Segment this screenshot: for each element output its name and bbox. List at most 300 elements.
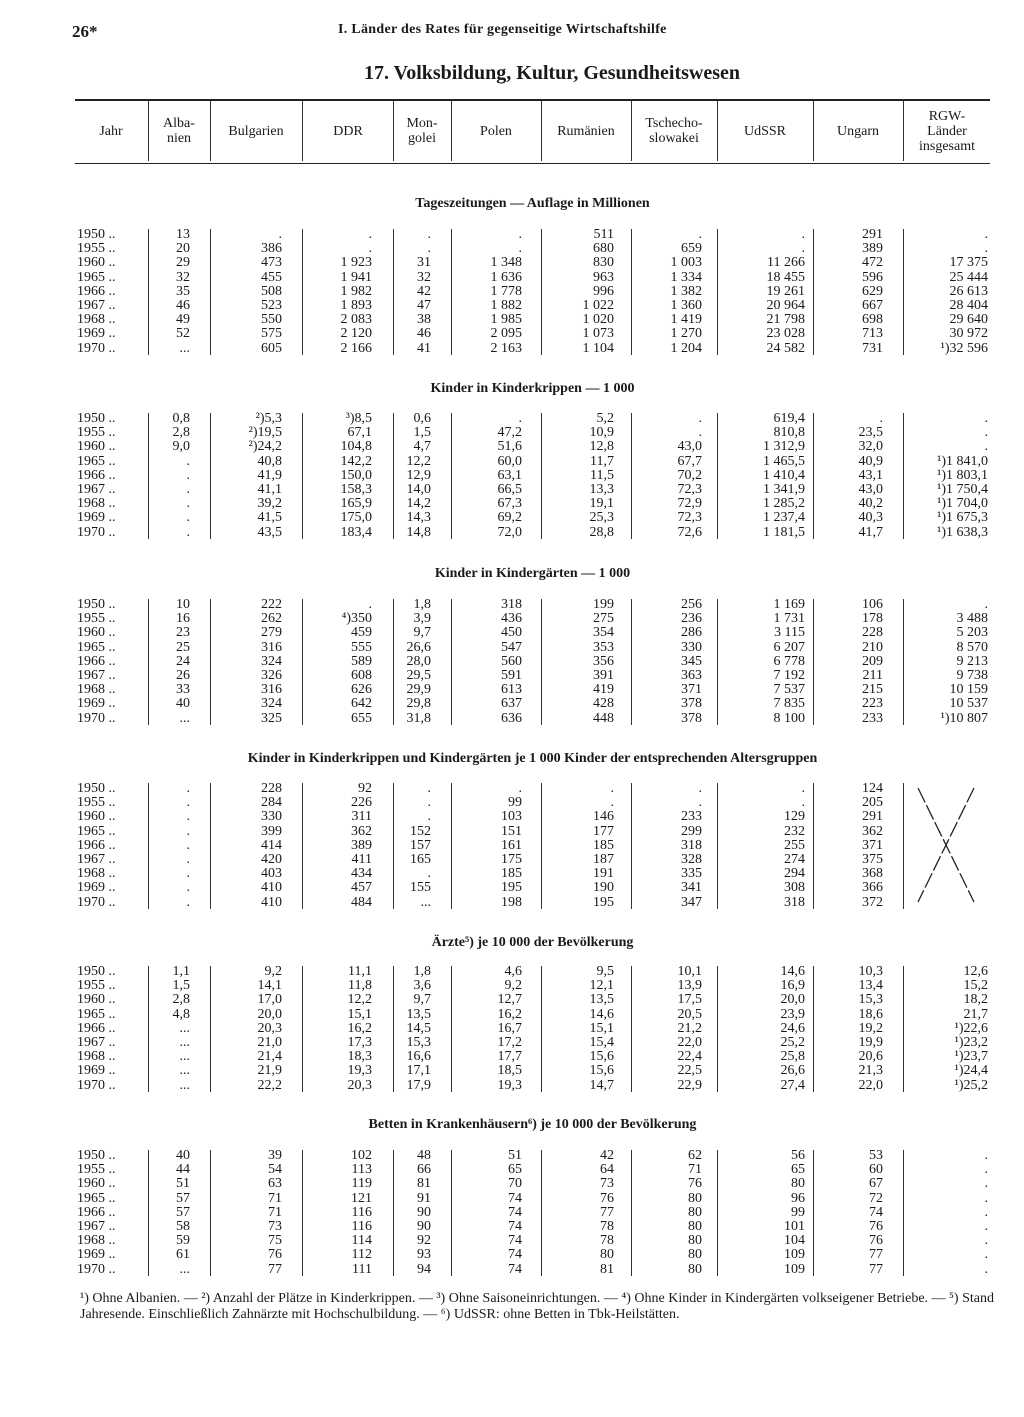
table-cell: 51 (508, 1148, 522, 1163)
table-cell: 175,0 (340, 510, 372, 526)
table-cell: 484 (351, 894, 372, 910)
col-header-polen: Polen (480, 123, 512, 139)
table-cell: . (518, 411, 522, 426)
table-cell: 2 120 (340, 326, 372, 342)
table-row (0, 1206, 1000, 1220)
year-cell: 1970 .. (77, 1261, 116, 1277)
table-cell: . (186, 852, 190, 867)
table-cell: . (186, 795, 190, 811)
table-cell: 14,0 (406, 482, 431, 497)
table-cell: 51 (176, 1176, 190, 1192)
year-cell: 1960 .. (77, 255, 116, 271)
year-cell: 1969 .. (77, 1247, 116, 1263)
footnotes: ¹) Ohne Albanien. — ²) Anzahl der Plätze in Kinderkrippen. — ³) Ohne Saisoneinrichtungen. — ⁴) Ohne Kinder in Kindergärten volkseigener Betriebe. — ⁵) Stand Jahresende. Einschließlich Zahnärzte mit Hochschulbildung. — ⁶) UdSSR: ohne Betten in Tbk-Heilstätten. (80, 1291, 994, 1322)
year-cell: 1970 .. (77, 894, 116, 910)
year-cell: 1965 .. (77, 639, 116, 655)
table-cell: 146 (593, 809, 614, 825)
table-cell: 11,1 (348, 964, 372, 979)
table-cell: 47,2 (497, 425, 522, 441)
table-cell: 21 798 (766, 312, 805, 328)
table-cell: 42 (417, 283, 431, 299)
table-cell: 40,8 (257, 453, 282, 469)
table-row (0, 412, 1000, 426)
table-cell: 232 (784, 823, 805, 839)
table-cell: 142,2 (340, 453, 372, 469)
table-cell: 71 (688, 1162, 702, 1178)
table-cell: 191 (593, 866, 614, 882)
table-cell: 46 (417, 326, 431, 342)
table-cell: 69,2 (497, 510, 522, 526)
table-cell: 11,5 (590, 467, 614, 483)
table-cell: . (427, 241, 431, 257)
table-cell: 1 382 (670, 283, 702, 299)
table-cell: 102 (351, 1148, 372, 1163)
table-cell: 10,9 (589, 425, 614, 441)
col-header-udssr: UdSSR (743, 123, 787, 139)
table-cell: ... (179, 1261, 190, 1277)
table-cell: 21,7 (963, 1006, 988, 1022)
table-cell: 731 (862, 340, 883, 356)
table-cell: 124 (862, 781, 883, 796)
table-cell: 1 022 (582, 298, 614, 313)
table-cell: 659 (681, 241, 702, 257)
table-row (0, 511, 1000, 525)
table-row (0, 697, 1000, 711)
section-title: Kinder in Kinderkrippen und Kindergärten je 1 000 Kinder der entsprechenden Altersgruppen (247, 751, 818, 766)
table-cell: 589 (351, 653, 372, 669)
table-cell: 35 (176, 283, 190, 299)
table-cell: 2 083 (340, 312, 372, 328)
table-row (0, 455, 1000, 469)
table-cell: 233 (681, 809, 702, 825)
year-cell: 1950 .. (77, 1148, 116, 1163)
year-cell: 1960 .. (77, 439, 116, 455)
table-row (0, 299, 1000, 313)
table-cell: . (368, 227, 372, 242)
table-cell: ¹)10 807 (940, 710, 988, 726)
page-number: 26* (72, 22, 98, 41)
table-cell: 92 (358, 781, 372, 796)
table-cell: 274 (784, 852, 805, 867)
table-cell: 6 778 (773, 653, 805, 669)
table-cell: 73 (600, 1176, 614, 1192)
table-cell: 411 (351, 852, 372, 867)
table-row (0, 965, 1000, 979)
table-cell: 448 (593, 710, 614, 726)
table-cell: . (984, 227, 988, 242)
table-cell: 205 (862, 795, 883, 811)
table-cell: 104 (784, 1233, 805, 1249)
table-cell: 10 537 (949, 696, 988, 712)
table-cell: 72,6 (677, 524, 702, 540)
table-cell: 116 (351, 1204, 372, 1220)
table-cell: 22,0 (858, 1077, 883, 1093)
table-cell: 29 640 (949, 312, 988, 328)
table-cell: 472 (862, 255, 883, 271)
table-cell: . (278, 227, 282, 242)
table-cell: 211 (862, 668, 883, 683)
table-cell: ¹)1 675,3 (937, 510, 988, 526)
table-cell: 40,2 (858, 496, 883, 512)
year-cell: 1966 .. (77, 837, 116, 853)
table-cell: 18,5 (497, 1063, 522, 1079)
table-row (0, 256, 1000, 270)
table-cell: 25,8 (780, 1049, 805, 1065)
table-cell: 49 (176, 312, 190, 328)
table-cell: 210 (862, 639, 883, 655)
table-cell: 94 (417, 1261, 431, 1277)
table-row (0, 1163, 1000, 1177)
table-cell: 596 (862, 269, 883, 285)
table-cell: . (879, 411, 883, 426)
table-cell: 560 (501, 653, 522, 669)
table-cell: 667 (862, 298, 883, 313)
table-cell: 150,0 (340, 467, 372, 483)
table-cell: . (984, 597, 988, 612)
table-cell: 3,9 (413, 611, 431, 627)
table-cell: ... (420, 894, 431, 910)
table-cell: . (984, 1148, 988, 1163)
table-cell: 389 (862, 241, 883, 257)
table-cell: ²)5,3 (255, 411, 282, 426)
table-cell: . (427, 227, 431, 242)
table-cell: 81 (600, 1261, 614, 1277)
table-cell: 325 (261, 710, 282, 726)
table-cell: 228 (261, 781, 282, 796)
table-cell: 9,7 (413, 625, 431, 641)
table-cell: 26,6 (406, 639, 431, 655)
running-head: I. Länder des Rates für gegenseitige Wirtschaftshilfe (338, 22, 667, 37)
table-row (0, 469, 1000, 483)
table-cell: 23 (176, 625, 190, 641)
table-row (0, 1079, 1000, 1093)
header-rule-bottom (75, 163, 990, 164)
table-cell: 19,9 (858, 1035, 883, 1050)
section-title: Betten in Krankenhäusern⁶) je 10 000 der Bevölkerung (368, 1117, 697, 1132)
table-cell: . (186, 510, 190, 526)
table-cell: 17,3 (347, 1035, 372, 1050)
table-cell: . (698, 781, 702, 796)
table-row (0, 853, 1000, 867)
table-cell: 10,1 (677, 964, 702, 979)
table-cell: 51,6 (497, 439, 522, 455)
table-cell: 1 312,9 (763, 439, 805, 455)
table-cell: . (186, 496, 190, 512)
table-cell: 104,8 (340, 439, 372, 455)
table-cell: 40 (176, 696, 190, 712)
table-cell: 41,1 (257, 482, 282, 497)
table-cell: 64 (600, 1162, 614, 1178)
table-row (0, 839, 1000, 853)
table-cell: 30 972 (949, 326, 988, 342)
table-cell: 11,8 (348, 978, 372, 994)
table-cell: 21,2 (677, 1020, 702, 1036)
table-cell: 680 (593, 241, 614, 257)
table-cell: 43,1 (858, 467, 883, 483)
table-cell: 284 (261, 795, 282, 811)
year-cell: 1970 .. (77, 710, 116, 726)
table-cell: . (186, 866, 190, 882)
year-cell: 1965 .. (77, 453, 116, 469)
table-cell: . (984, 1219, 988, 1234)
table-cell: 372 (862, 894, 883, 910)
table-cell: 80 (688, 1261, 702, 1277)
table-cell: 16,6 (406, 1049, 431, 1065)
table-cell: 1 941 (340, 269, 372, 285)
table-cell: 366 (862, 880, 883, 896)
col-header-year: Jahr (99, 123, 123, 139)
table-cell: 111 (352, 1261, 372, 1277)
table-row (0, 1192, 1000, 1206)
table-cell: 90 (417, 1219, 431, 1234)
table-cell: 14,6 (589, 1006, 614, 1022)
table-cell: 33 (176, 682, 190, 698)
table-row (0, 626, 1000, 640)
table-cell: 92 (417, 1233, 431, 1249)
table-cell: 356 (593, 653, 614, 669)
table-cell: 291 (862, 809, 883, 825)
table-cell: 262 (261, 611, 282, 627)
table-cell: 389 (351, 837, 372, 853)
table-cell: 20 964 (766, 298, 805, 313)
table-cell: . (610, 795, 614, 811)
table-row (0, 881, 1000, 895)
table-cell: 40,9 (858, 453, 883, 469)
table-cell: 318 (501, 597, 522, 612)
table-cell: 32 (417, 269, 431, 285)
table-cell: 52 (176, 326, 190, 342)
col-header-ddr: DDR (333, 123, 363, 139)
table-cell: . (698, 227, 702, 242)
table-cell: 8 100 (773, 710, 805, 726)
table-cell: 1 204 (670, 340, 702, 356)
table-cell: 286 (681, 625, 702, 641)
table-cell: . (368, 241, 372, 257)
table-cell: 101 (784, 1219, 805, 1234)
table-cell: 177 (593, 823, 614, 839)
table-row (0, 1022, 1000, 1036)
table-cell: 155 (410, 880, 431, 896)
table-cell: 2 163 (490, 340, 522, 356)
table-cell: 16,9 (780, 978, 805, 994)
table-cell: 199 (593, 597, 614, 612)
table-cell: . (984, 411, 988, 426)
table-cell: 13,9 (677, 978, 702, 994)
table-cell: 2,8 (172, 992, 190, 1008)
table-cell: 1 731 (773, 611, 805, 627)
table-cell: 40 (176, 1148, 190, 1163)
table-cell: 324 (261, 696, 282, 712)
table-cell: 75 (268, 1233, 282, 1249)
table-cell: 1,1 (172, 964, 190, 979)
year-cell: 1966 .. (77, 653, 116, 669)
year-cell: 1965 .. (77, 1006, 116, 1022)
table-cell: ¹)22,6 (954, 1020, 988, 1036)
table-cell: 67,3 (497, 496, 522, 512)
table-cell: 2 166 (340, 340, 372, 356)
col-header-rumaenien: Rumänien (557, 123, 615, 139)
table-cell: 23 028 (766, 326, 805, 342)
col-header-bulgarien: Bulgarien (228, 123, 284, 139)
table-cell: 17,0 (257, 992, 282, 1008)
year-cell: 1960 .. (77, 809, 116, 825)
table-cell: . (984, 1176, 988, 1192)
table-cell: 67,1 (347, 425, 372, 441)
table-cell: 637 (501, 696, 522, 712)
table-cell: 70,2 (677, 467, 702, 483)
table-cell: 61 (176, 1247, 190, 1263)
year-cell: 1967 .. (77, 1219, 116, 1234)
table-cell: 347 (681, 894, 702, 910)
table-cell: 810,8 (773, 425, 805, 441)
table-cell: 619,4 (773, 411, 805, 426)
table-cell: 450 (501, 625, 522, 641)
table-cell: 165 (410, 852, 431, 867)
table-row (0, 1263, 1000, 1277)
table-row (0, 896, 1000, 910)
table-cell: 1 073 (582, 326, 614, 342)
table-cell: 152 (410, 823, 431, 839)
table-cell: 335 (681, 866, 702, 882)
table-cell: 12,7 (497, 992, 522, 1008)
table-cell: . (801, 241, 805, 257)
table-cell: 3 488 (956, 611, 988, 627)
table-cell: 1 419 (670, 312, 702, 328)
table-cell: . (518, 227, 522, 242)
table-cell: 72,3 (677, 510, 702, 526)
table-cell: 17,5 (677, 992, 702, 1008)
table-cell: 41 (417, 340, 431, 356)
table-cell: 963 (593, 269, 614, 285)
table-cell: 330 (681, 639, 702, 655)
table-cell: ... (179, 340, 190, 356)
table-cell: 8 570 (956, 639, 988, 655)
table-cell: 215 (862, 682, 883, 698)
table-cell: ¹)1 841,0 (937, 453, 988, 469)
table-cell: 27,4 (780, 1077, 805, 1093)
table-cell: 76 (600, 1190, 614, 1206)
table-cell: 4,7 (413, 439, 431, 455)
table-cell: 76 (688, 1176, 702, 1192)
table-cell: 17,1 (406, 1063, 431, 1079)
table-cell: 60,0 (497, 453, 522, 469)
section-title: Ärzte⁵) je 10 000 der Bevölkerung (431, 935, 634, 950)
table-cell: 1 285,2 (763, 496, 805, 512)
table-row (0, 796, 1000, 810)
table-cell: 642 (351, 696, 372, 712)
table-cell: . (984, 1162, 988, 1178)
table-cell: 119 (351, 1176, 372, 1192)
table-cell: . (984, 1204, 988, 1220)
table-cell: 21,0 (257, 1035, 282, 1050)
table-cell: 77 (600, 1204, 614, 1220)
table-cell: 1 169 (773, 597, 805, 612)
table-cell: 67 (869, 1176, 883, 1192)
table-cell: 575 (261, 326, 282, 342)
table-cell: 1 003 (670, 255, 702, 271)
year-cell: 1950 .. (77, 227, 116, 242)
year-cell: 1968 .. (77, 1233, 116, 1249)
table-cell: 15,4 (589, 1035, 614, 1050)
table-cell: 112 (351, 1247, 372, 1263)
table-cell: 12,1 (589, 978, 614, 994)
table-cell: 129 (784, 809, 805, 825)
year-cell: 1965 .. (77, 1190, 116, 1206)
table-cell: . (186, 823, 190, 839)
table-row (0, 526, 1000, 540)
table-cell: 18,3 (347, 1049, 372, 1065)
table-cell: 345 (681, 653, 702, 669)
table-cell: 378 (681, 696, 702, 712)
table-cell: . (984, 1233, 988, 1249)
table-cell: 198 (501, 894, 522, 910)
table-cell: 151 (501, 823, 522, 839)
table-cell: . (801, 795, 805, 811)
table-cell: 0,6 (413, 411, 431, 426)
table-cell: 81 (417, 1176, 431, 1192)
table-cell: 178 (862, 611, 883, 627)
table-cell: 22,9 (677, 1077, 702, 1093)
table-cell: 363 (681, 668, 702, 683)
table-cell: 77 (268, 1261, 282, 1277)
page-title: 17. Volksbildung, Kultur, Gesundheitswesen (363, 62, 741, 84)
table-cell: 279 (261, 625, 282, 641)
table-cell: ... (179, 1035, 190, 1050)
table-cell: 29,5 (406, 668, 431, 683)
table-cell: 106 (862, 597, 883, 612)
table-cell: 12,8 (589, 439, 614, 455)
table-cell: 1 270 (670, 326, 702, 342)
table-cell: . (518, 241, 522, 257)
table-cell: 24,6 (780, 1020, 805, 1036)
table-cell: 19,3 (497, 1077, 522, 1093)
table-cell: 25 (176, 639, 190, 655)
table-row (0, 612, 1000, 626)
table-cell: 109 (784, 1261, 805, 1277)
table-cell: 72,0 (497, 524, 522, 540)
year-cell: 1968 .. (77, 866, 116, 882)
table-cell: 5 203 (956, 625, 988, 641)
table-cell: 326 (261, 668, 282, 683)
table-cell: 19,1 (589, 496, 614, 512)
table-cell: 26 (176, 668, 190, 683)
table-row (0, 1064, 1000, 1078)
table-cell: 28,0 (406, 653, 431, 669)
table-cell: 72 (869, 1190, 883, 1206)
table-cell: 1 882 (490, 298, 522, 313)
table-cell: . (186, 467, 190, 483)
table-cell: 12,9 (406, 467, 431, 483)
section-title: Kinder in Kinderkrippen — 1 000 (430, 381, 635, 396)
table-cell: 636 (501, 710, 522, 726)
table-cell: 4,6 (504, 964, 522, 979)
table-cell: ³)8,5 (345, 411, 372, 426)
year-cell: 1955 .. (77, 611, 116, 627)
table-cell: 1 985 (490, 312, 522, 328)
table-cell: 91 (417, 1190, 431, 1206)
table-cell: 74 (508, 1219, 522, 1234)
table-cell: ¹)1 750,4 (937, 482, 988, 497)
table-cell: 294 (784, 866, 805, 882)
table-cell: 57 (176, 1204, 190, 1220)
table-cell: 613 (501, 682, 522, 698)
table-row (0, 1149, 1000, 1163)
table-cell: 74 (508, 1247, 522, 1263)
table-cell: 403 (261, 866, 282, 882)
table-cell: 550 (261, 312, 282, 328)
table-cell: ¹)23,7 (954, 1049, 988, 1065)
table-cell: . (984, 241, 988, 257)
